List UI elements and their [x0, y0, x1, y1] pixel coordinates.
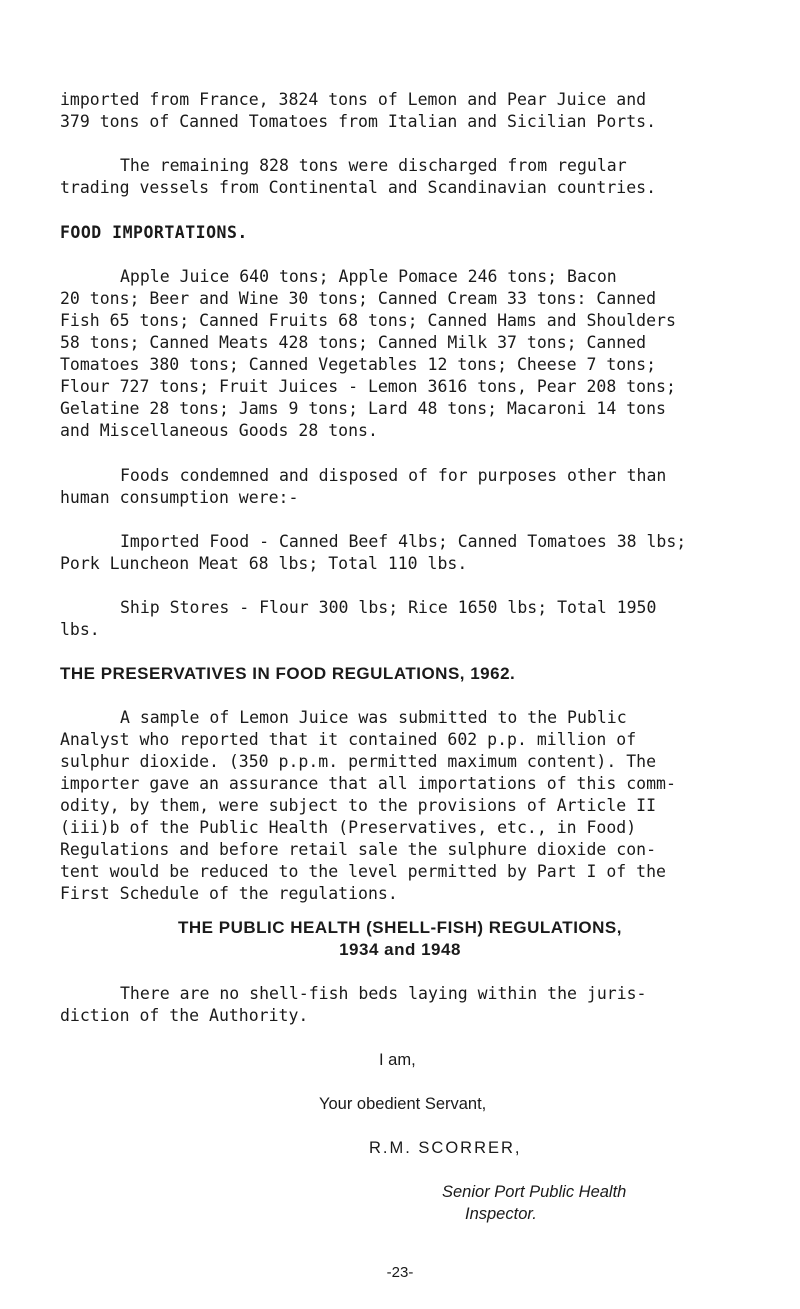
text-line: sulphur dioxide. (350 p.p.m. permitted maximum content). The — [60, 752, 657, 771]
text-line: 58 tons; Canned Meats 428 tons; Canned Milk 37 tons; Canned — [60, 333, 647, 352]
text-line: Foods condemned and disposed of for purposes other than — [120, 466, 667, 485]
shellfish-paragraph — [60, 983, 720, 1027]
text-line: importer gave an assurance that all importations of this comm- — [60, 774, 676, 793]
text-line: human consumption were:- — [60, 488, 299, 507]
text-line: The remaining 828 tons were discharged from regular — [120, 156, 627, 175]
text-line: Flour 727 tons; Fruit Juices - Lemon 3616 tons, Pear 208 tons; — [60, 377, 676, 396]
text-line: Analyst who reported that it contained 602 p.p. million of — [60, 730, 637, 749]
food-importations-heading: FOOD IMPORTATIONS. — [60, 223, 248, 242]
text-line: Regulations and before retail sale the sulphure dioxide con- — [60, 840, 657, 859]
text-line: trading vessels from Continental and Scandinavian countries. — [60, 178, 657, 197]
food-importations-list — [60, 266, 720, 442]
text-line: Ship Stores - Flour 300 lbs; Rice 1650 lbs; Total 1950 — [120, 598, 657, 617]
text-line: Fish 65 tons; Canned Fruits 68 tons; Canned Hams and Shoulders — [60, 311, 676, 330]
page-number: -23- — [386, 1264, 414, 1281]
imported-food-paragraph — [60, 531, 720, 575]
text-line: (iii)b of the Public Health (Preservatives, etc., in Food) — [60, 818, 637, 837]
text-line: and Miscellaneous Goods 28 tons. — [60, 421, 378, 440]
text-line: diction of the Authority. — [60, 1006, 309, 1025]
preservatives-paragraph — [60, 707, 720, 905]
closing-servant: Your obedient Servant, — [319, 1095, 487, 1113]
closing-i-am: I am, — [379, 1051, 416, 1069]
text-line: Apple Juice 640 tons; Apple Pomace 246 tons; Bacon — [120, 267, 617, 286]
signatory-title-line1: Senior Port Public Health — [442, 1183, 627, 1201]
text-line: lbs. — [60, 620, 100, 639]
remaining-tons-paragraph — [60, 155, 720, 199]
text-line: Imported Food - Canned Beef 4lbs; Canned Tomatoes 38 lbs; — [120, 532, 687, 551]
preservatives-heading: THE PRESERVATIVES IN FOOD REGULATIONS, 1962. — [60, 664, 516, 683]
text-line: 379 tons of Canned Tomatoes from Italian and Sicilian Ports. — [60, 112, 657, 131]
text-line: tent would be reduced to the level permitted by Part I of the — [60, 862, 666, 881]
text-line: 20 tons; Beer and Wine 30 tons; Canned Cream 33 tons: Canned — [60, 289, 657, 308]
text-line: Tomatoes 380 tons; Canned Vegetables 12 tons; Cheese 7 tons; — [60, 355, 657, 374]
shellfish-heading-line1: THE PUBLIC HEALTH (SHELL-FISH) REGULATIONS, — [178, 918, 622, 937]
text-line: There are no shell-fish beds laying within the juris- — [120, 984, 647, 1003]
signatory-name: R.M. SCORRER, — [369, 1139, 522, 1157]
condemned-paragraph — [60, 465, 720, 509]
intro-paragraph — [60, 89, 720, 133]
text-line: Gelatine 28 tons; Jams 9 tons; Lard 48 tons; Macaroni 14 tons — [60, 399, 666, 418]
ship-stores-paragraph — [60, 597, 720, 641]
text-line: First Schedule of the regulations. — [60, 884, 398, 903]
signatory-title-line2: Inspector. — [465, 1205, 537, 1223]
text-line: imported from France, 3824 tons of Lemon and Pear Juice and — [60, 90, 647, 109]
text-line: Pork Luncheon Meat 68 lbs; Total 110 lbs. — [60, 554, 468, 573]
text-line: odity, by them, were subject to the provisions of Article II — [60, 796, 657, 815]
shellfish-heading-line2: 1934 and 1948 — [339, 940, 461, 959]
text-line: A sample of Lemon Juice was submitted to the Public — [120, 708, 627, 727]
